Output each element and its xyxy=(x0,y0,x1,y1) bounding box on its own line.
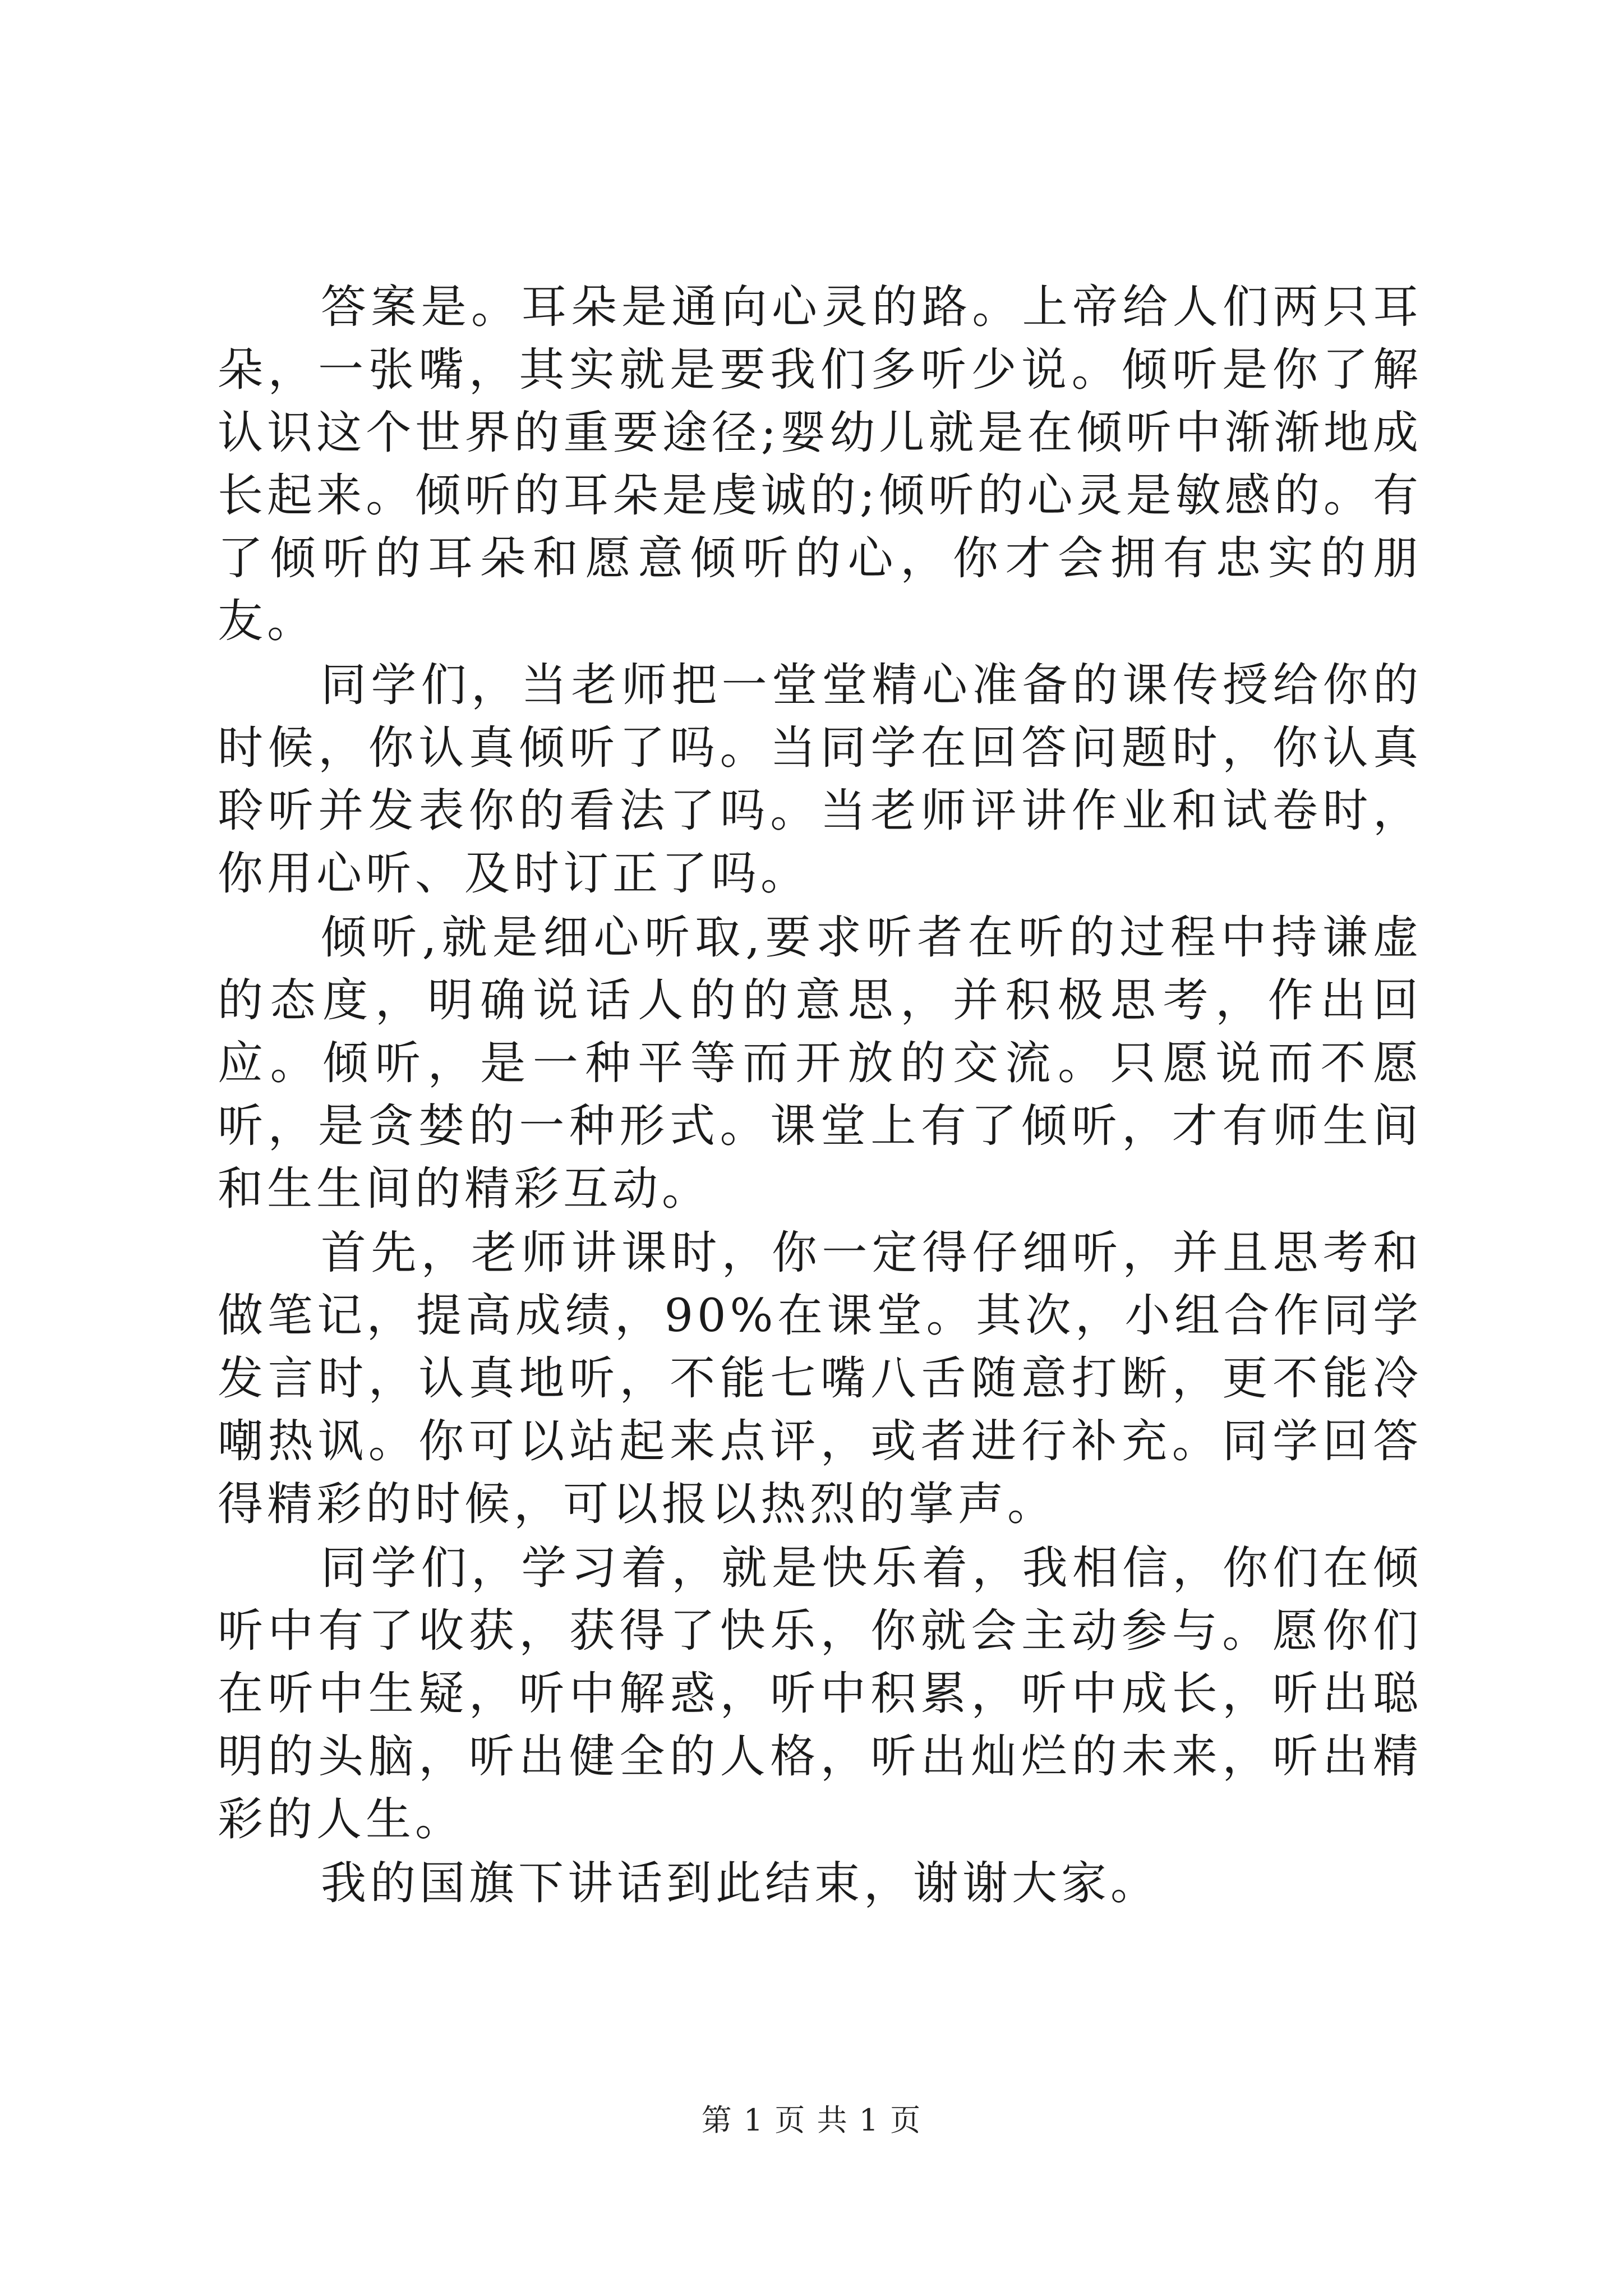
paragraph: 同学们，学习着，就是快乐着，我相信，你们在倾听中有了收获，获得了快乐，你就会主动参与。愿你们在听中生疑，听中解惑，听中积累，听中成长，听出聪明的头脑，听出健全的人格，听出灿烂的未来，听出精彩的人生。 xyxy=(218,1542,1422,1846)
document-body xyxy=(218,276,1422,1916)
page-footer: 第 1 页 共 1 页 xyxy=(701,2102,922,2138)
paragraph: 首先，老师讲课时，你一定得仔细听，并且思考和做笔记，提高成绩，90%在课堂。其次，小组合作同学发言时，认真地听，不能七嘴八舌随意打断，更不能冷嘲热讽。你可以站起来点评，或者进行补充。同学回答得精彩的时候，可以报以热烈的掌声。 xyxy=(218,1227,1422,1531)
paragraph: 答案是。耳朵是通向心灵的路。上帝给人们两只耳朵，一张嘴，其实就是要我们多听少说。倾听是你了解认识这个世界的重要途径;婴幼儿就是在倾听中渐渐地成长起来。倾听的耳朵是虔诚的;倾听的心灵是敏感的。有了倾听的耳朵和愿意倾听的心，你才会拥有忠实的朋友。 xyxy=(218,281,1422,648)
paragraph: 同学们，当老师把一堂堂精心准备的课传授给你的时候，你认真倾听了吗。当同学在回答问题时，你认真聆听并发表你的看法了吗。当老师评讲作业和试卷时，你用心听、及时订正了吗。 xyxy=(218,659,1422,900)
paragraph: 我的国旗下讲话到此结束，谢谢大家。 xyxy=(321,1857,1160,1910)
paragraph: 倾听,就是细心听取,要求听者在听的过程中持谦虚的态度，明确说话人的的意思，并积极思考，作出回应。倾听，是一种平等而开放的交流。只愿说而不愿听，是贪婪的一种形式。课堂上有了倾听，才有师生间和生生间的精彩互动。 xyxy=(218,912,1422,1216)
